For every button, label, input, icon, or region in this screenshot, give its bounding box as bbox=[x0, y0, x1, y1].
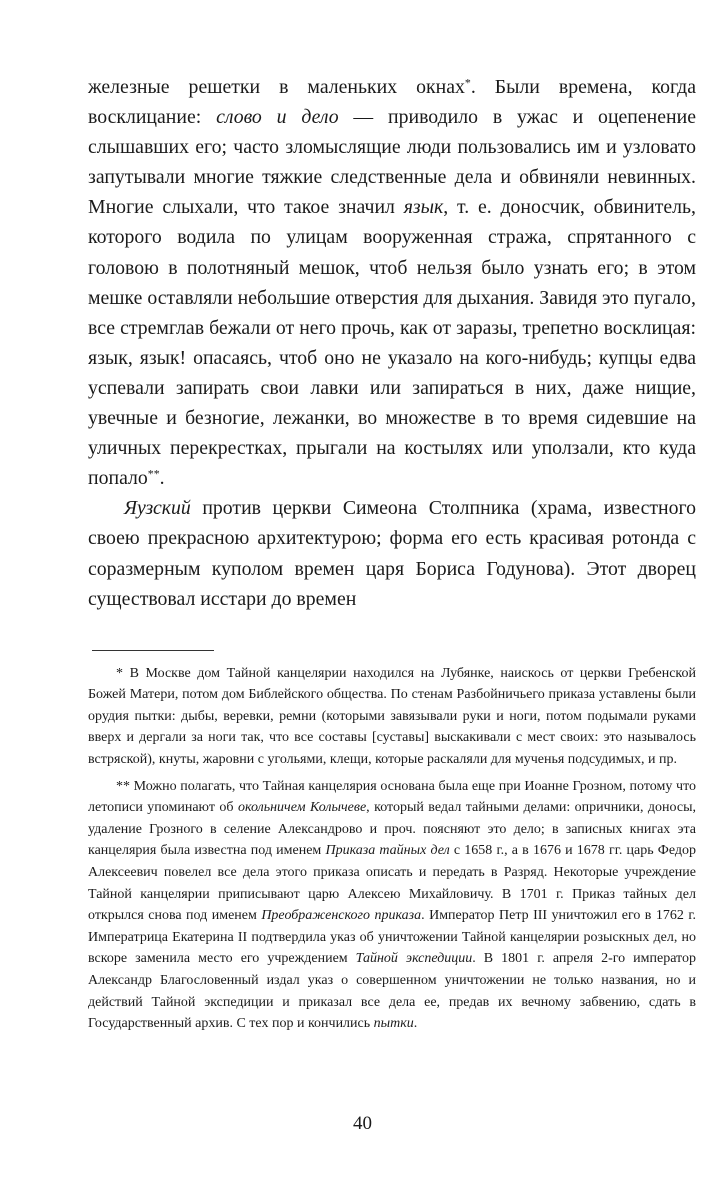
main-text bbox=[88, 72, 696, 614]
footnote-divider bbox=[92, 650, 214, 651]
paragraph-2: Яузский против церкви Симеона Столпника (храма, известного своею прекрасною архитектурою; форма его есть красивая ротонда с соразмерным куполом времен царя Бориса Годунова). Этот дворец существовал исстари до времен bbox=[88, 497, 696, 610]
footnote-1: * В Москве дом Тайной канцелярии находился на Лубянке, наискось от церкви Гребенской Божей Матери, потом дом Библейского общества. По стенам Разбойничьего приказа уставлены были орудия пытки: дыбы, веревки, ремни (которыми завязывали руки и ноги, потом подымали руками вверх и дергали за ноги так, что все составы [суставы] выскакивали с мест своих: это называлось встряской), кнуты, жаровни с угольями, клещи, которые раскаляли для мученья подсудимых, и пр. bbox=[88, 665, 696, 768]
footnote-2: ** Можно полагать, что Тайная канцелярия основана была еще при Иоанне Грозном, потому что летописи упоминают об окольничем Колычеве, который ведал тайными делами: опричники, доносы, удаление Грозного в селение Александрово и проч. поясняют это дело; в записных книгах эта канцелярия была известна под именем Приказа тайных дел с 1658 г., а в 1676 и 1678 гг. царь Федор Алексеевич повелел все дела этого приказа описать и передать в Разряд. Некоторые учреждение Тайной канцелярии приписывают царю Алексею Михайловичу. В 1701 г. Приказ тайных дел открылся снова под именем Преображенского приказа. Император Петр III уничтожил его в 1762 г. Императрица Екатерина II подтвердила указ об уничтожении Тайной канцелярии розыскных дел, но вскоре заменила место его учреждением Тайной экспедиции. В 1801 г. апреля 2-го император Александр Благословенный издал указ о совершенном уничтожении не только названия, но и действий Тайной экспедиции и приказал все дела ее, предав их вечному забвению, сдать в Государственный архив. С тех пор и кончились пытки. bbox=[88, 778, 697, 1032]
page-number: 40 bbox=[353, 1113, 372, 1134]
footnote-ref-1[interactable]: * bbox=[464, 75, 471, 90]
page bbox=[88, 72, 696, 1035]
footnote-mark-2: ** bbox=[116, 778, 130, 794]
paragraph-1: железные решетки в маленьких окнах*. Были времена, когда восклицание: слово и дело — приводило в ужас и оцепенение слышавших его; часто зломыслящие люди пользовались им и узловато запутывали многие тяжкие следственные дела и обвиняли невинных. Многие слыхали, что такое значил язык, т. е. доносчик, обвинитель, которого водила по улицам вооруженная стража, спрятанного с головою в полотняный мешок, чтоб нельзя было узнать его; в этом мешке оставляли небольшие отверстия для дыхания. Завидя это пугало, все стремглав бежали от него прочь, как от заразы, трепетно восклицая: язык, язык! опасаясь, чтоб оно не указало на кого-нибудь; купцы едва успевали запирать свои лавки или запираться в них, даже нищие, увечные и безногие, лежанки, во множестве в то время сидевшие на уличных перекрестках, прыгали на костылях или уползали, кто куда попало**. bbox=[88, 75, 696, 490]
footnote-ref-2[interactable]: ** bbox=[147, 466, 160, 481]
footnote-mark-1: * bbox=[116, 665, 123, 681]
footnotes bbox=[88, 663, 696, 1035]
